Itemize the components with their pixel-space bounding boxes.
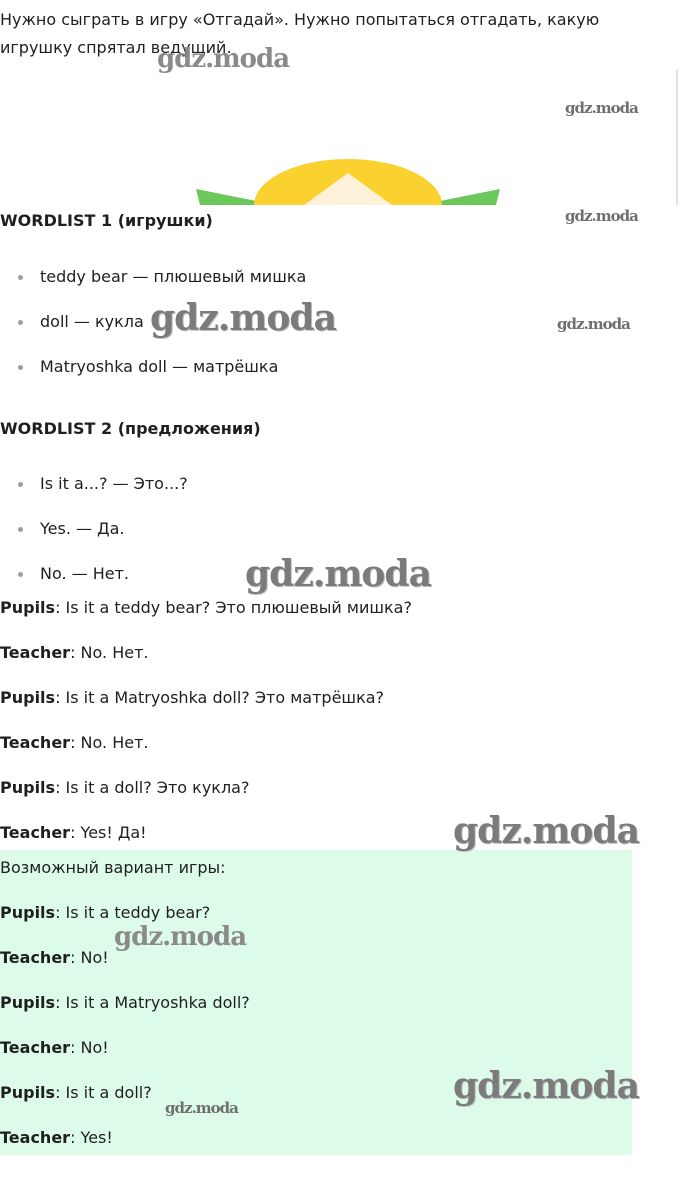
speaker: Pupils xyxy=(0,1083,56,1102)
watermark: gdz.moda xyxy=(565,207,638,225)
dialog-line xyxy=(0,1126,250,1171)
dialog-line xyxy=(0,686,412,731)
list-item: No. — Нет. xyxy=(0,562,188,607)
utterance: : Is it a doll? Это кукла? xyxy=(55,778,250,797)
list-item: Yes. — Да. xyxy=(0,517,188,562)
scrollbar[interactable] xyxy=(676,70,678,205)
speaker: Teacher xyxy=(0,948,71,967)
variant-caption: Возможный вариант игры: xyxy=(0,858,226,877)
wordlist2-heading: WORDLIST 2 (предложения) xyxy=(0,419,261,438)
right-grass xyxy=(440,189,500,205)
dialog-list xyxy=(0,596,412,866)
watermark: gdz.moda xyxy=(453,810,639,852)
speaker: Pupils xyxy=(0,688,56,707)
speaker: Teacher xyxy=(0,733,71,752)
watermark: gdz.moda xyxy=(165,1099,238,1117)
utterance: : No. Нет. xyxy=(70,643,149,662)
intro-text: Нужно сыграть в игру «Отгадай». Нужно попытаться отгадать, какую игрушку спрятал ведущий. xyxy=(0,10,600,57)
utterance: : No! xyxy=(70,1038,109,1057)
dialog-line xyxy=(0,641,412,686)
dialog-line xyxy=(0,946,250,991)
speaker: Teacher xyxy=(0,643,71,662)
watermark: gdz.moda xyxy=(114,922,247,952)
speaker: Teacher xyxy=(0,823,71,842)
list-item: teddy bear — плюшевый мишка xyxy=(0,265,306,310)
watermark: gdz.moda xyxy=(453,1065,639,1107)
watermark: gdz.moda xyxy=(565,99,638,117)
dialog-line xyxy=(0,731,412,776)
watermark: gdz.moda xyxy=(557,315,630,333)
utterance: : No. Нет. xyxy=(70,733,149,752)
sun-illustration xyxy=(196,155,500,205)
watermark: gdz.moda xyxy=(157,44,290,74)
utterance: : Yes! xyxy=(70,1128,113,1147)
speaker: Pupils xyxy=(0,993,56,1012)
dialog-line xyxy=(0,776,412,821)
utterance: : Yes! Да! xyxy=(70,823,147,842)
watermark: gdz.moda xyxy=(245,553,431,595)
dialog-line xyxy=(0,991,250,1036)
speaker: Pupils xyxy=(0,778,56,797)
variant-box xyxy=(0,850,632,1155)
utterance: : Is it a doll? xyxy=(55,1083,152,1102)
list-item: Is it a...? — Это...? xyxy=(0,472,188,517)
utterance: : Is it a teddy bear? Это плюшевый мишка? xyxy=(55,598,412,617)
speaker: Teacher xyxy=(0,1128,71,1147)
speaker: Teacher xyxy=(0,1038,71,1057)
speaker: Pupils xyxy=(0,903,56,922)
watermark: gdz.moda xyxy=(150,297,336,339)
wordlist2-list xyxy=(0,472,188,607)
utterance: : Is it a teddy bear? xyxy=(55,903,211,922)
dialog-line xyxy=(0,596,412,641)
utterance: : Is it a Matryoshka doll? Это матрёшка? xyxy=(55,688,385,707)
utterance: : No! xyxy=(70,948,109,967)
wordlist1-heading: WORDLIST 1 (игрушки) xyxy=(0,211,213,230)
dialog-line xyxy=(0,1036,250,1081)
utterance: : Is it a Matryoshka doll? xyxy=(55,993,250,1012)
list-item: Matryoshka doll — матрёшка xyxy=(0,355,306,400)
left-grass xyxy=(196,189,256,205)
list-item: doll — кукла xyxy=(0,310,306,355)
speaker: Pupils xyxy=(0,598,56,617)
